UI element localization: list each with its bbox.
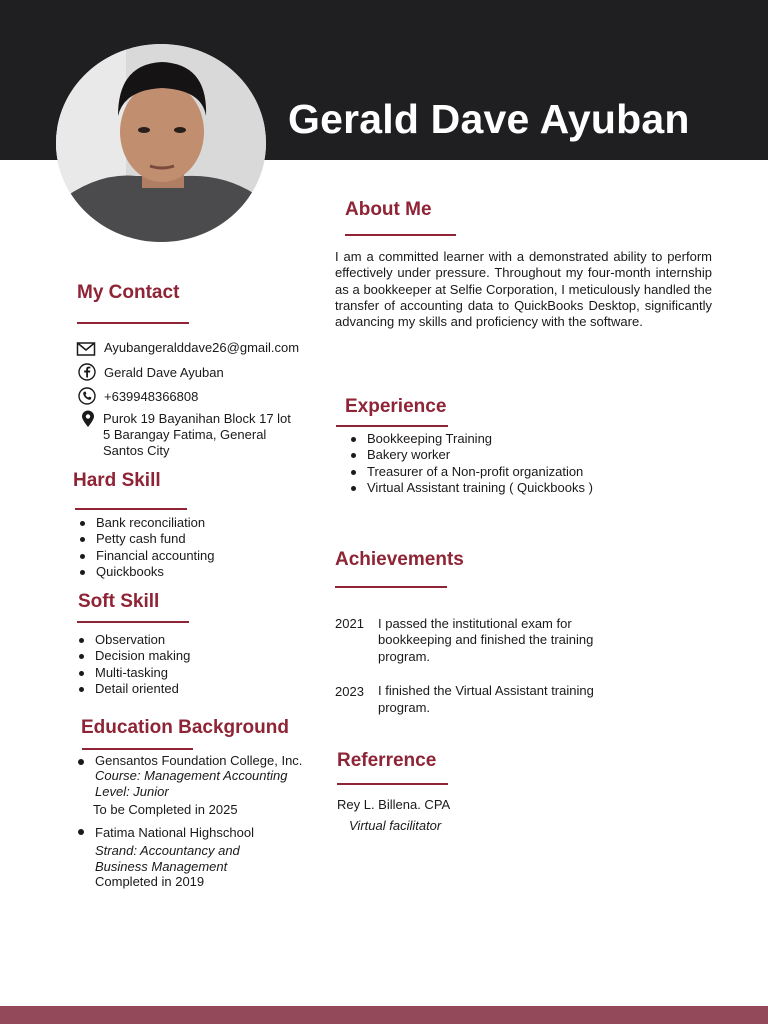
education-strand bbox=[95, 843, 240, 859]
hard-skill-list bbox=[77, 515, 215, 581]
education-school1: Gensantos Foundation College, Inc. bbox=[95, 753, 303, 768]
education-course bbox=[95, 768, 287, 784]
experience-heading: Experience bbox=[345, 396, 447, 417]
list-item: Quickbooks bbox=[77, 564, 215, 580]
about-heading: About Me bbox=[345, 199, 432, 220]
achievement-year-2021: 2021 bbox=[335, 616, 364, 631]
education-rule bbox=[82, 748, 193, 750]
about-rule bbox=[345, 234, 456, 236]
soft-skill-heading: Soft Skill bbox=[78, 591, 160, 612]
achievement1-line2: bookkeeping and finished the training bbox=[378, 632, 594, 647]
reference-rule bbox=[337, 783, 448, 785]
footer-band bbox=[0, 1006, 768, 1024]
experience-list bbox=[348, 431, 593, 497]
contact-phone[interactable]: +639948366808 bbox=[104, 389, 199, 404]
level-label: Level bbox=[95, 784, 127, 799]
contact-address-line2: 5 Barangay Fatima, General bbox=[103, 427, 267, 442]
phone-icon bbox=[77, 386, 97, 406]
list-item: Multi-tasking bbox=[76, 665, 190, 681]
contact-heading: My Contact bbox=[77, 282, 180, 303]
achievement-year-2023: 2023 bbox=[335, 684, 364, 699]
list-item: Financial accounting bbox=[77, 548, 215, 564]
level-value: : Junior bbox=[126, 784, 169, 799]
strand-label: Strand bbox=[95, 843, 134, 858]
contact-address-line3: Santos City bbox=[103, 443, 170, 458]
achievement1-line3: program. bbox=[378, 649, 431, 664]
education-bullet bbox=[78, 829, 84, 835]
achievement2-line1: I finished the Virtual Assistant training bbox=[378, 683, 594, 698]
soft-skill-list bbox=[76, 632, 190, 698]
education-bullet bbox=[78, 759, 84, 765]
education-school2-status: Completed in 2019 bbox=[95, 874, 205, 889]
list-item: Petty cash fund bbox=[77, 531, 215, 547]
education-level bbox=[95, 784, 169, 800]
experience-rule bbox=[336, 425, 448, 427]
contact-facebook[interactable]: Gerald Dave Ayuban bbox=[104, 365, 224, 380]
hard-skill-heading: Hard Skill bbox=[73, 470, 161, 491]
reference-person: Rey L. Billena. CPA bbox=[337, 797, 451, 812]
achievement1-line1: I passed the institutional exam for bbox=[378, 616, 572, 631]
location-pin-icon bbox=[78, 409, 98, 429]
education-school2: Fatima National Highschool bbox=[95, 825, 254, 840]
achievements-heading: Achievements bbox=[335, 549, 464, 570]
about-text: I am a committed learner with a demonstrated ability to perform effectively under pressure. Throughout my four-month internship as a bookkeeper at Selfie Corporation, I meticulously handled the transfer of accounting data to QuickBooks Desktop, significantly advancing my skills and proficiency with the software. bbox=[335, 249, 712, 330]
education-strand-line2: Business Management bbox=[95, 859, 228, 874]
list-item: Treasurer of a Non-profit organization bbox=[348, 464, 593, 480]
strand-value: : Accountancy and bbox=[133, 843, 240, 858]
achievement2-line2: program. bbox=[378, 700, 431, 715]
course-label: Course bbox=[95, 768, 137, 783]
reference-role: Virtual facilitator bbox=[349, 818, 442, 833]
hard-skill-rule bbox=[75, 508, 187, 510]
soft-skill-rule bbox=[77, 621, 189, 623]
list-item: Bank reconciliation bbox=[77, 515, 215, 531]
list-item: Decision making bbox=[76, 648, 190, 664]
achievements-rule bbox=[335, 586, 447, 588]
list-item: Bookkeeping Training bbox=[348, 431, 593, 447]
contact-address-line1: Purok 19 Bayanihan Block 17 lot bbox=[103, 411, 291, 426]
education-heading: Education Background bbox=[81, 717, 289, 738]
profile-photo bbox=[56, 44, 266, 242]
list-item: Virtual Assistant training ( Quickbooks ) bbox=[348, 480, 593, 496]
course-value: : Management Accounting bbox=[136, 768, 288, 783]
facebook-icon bbox=[77, 362, 97, 382]
email-icon bbox=[76, 339, 96, 359]
contact-rule bbox=[77, 322, 189, 324]
full-name: Gerald Dave Ayuban bbox=[288, 96, 690, 142]
contact-email[interactable]: Ayubangeralddave26@gmail.com bbox=[104, 340, 300, 355]
education-school1-status: To be Completed in 2025 bbox=[93, 802, 238, 817]
list-item: Detail oriented bbox=[76, 681, 190, 697]
reference-heading: Referrence bbox=[337, 750, 437, 771]
portrait-illustration bbox=[56, 44, 266, 242]
list-item: Bakery worker bbox=[348, 447, 593, 463]
list-item: Observation bbox=[76, 632, 190, 648]
